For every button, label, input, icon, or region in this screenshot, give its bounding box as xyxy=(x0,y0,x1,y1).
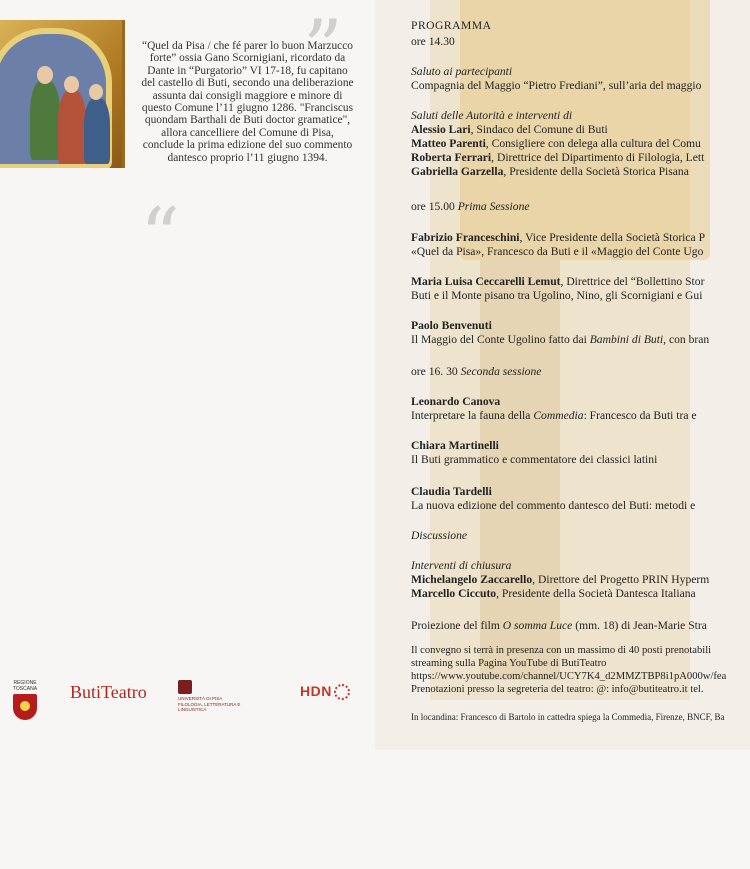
sponsor-logos xyxy=(0,680,375,740)
close-quote-icon: “ xyxy=(140,192,180,282)
hdn-logo: HDN xyxy=(300,683,350,700)
program-heading: PROGRAMMA xyxy=(411,19,492,32)
image-credit: In locandina: Francesco di Bartolo in cattedra spiega la Commedia, Firenze, BNCF, Ba xyxy=(411,712,725,722)
speaker-line: Gabriella Garzella, Presidente della Società Storica Pisana xyxy=(411,165,689,178)
speaker-line: Claudia Tardelli xyxy=(411,485,492,498)
illuminated-miniature xyxy=(0,20,125,168)
speaker-line: Marcello Ciccuto, Presidente della Società Dantesca Italiana xyxy=(411,587,696,600)
youtube-link[interactable]: https://www.youtube.com/channel/UCY7K4_d2MMZTBP8i1pA000w/fea xyxy=(411,671,727,682)
speaker-line: Chiara Martinelli xyxy=(411,439,499,452)
talk-title: «Quel da Pisa», Francesco da Buti e il «Maggio del Conte Ugo xyxy=(411,245,704,258)
speaker-line: Alessio Lari, Sindaco del Comune di Buti xyxy=(411,123,608,136)
session2-heading: ore 16. 30 Seconda sessione xyxy=(411,365,542,378)
talk-title: La nuova edizione del commento dantesco del Buti: metodi e xyxy=(411,499,696,512)
unipi-logo: UNIVERSITÀ DI PISA FILOLOGIA, LETTERATURA E LINGUISTICA xyxy=(178,680,248,713)
talk-title: Interpretare la fauna della Commedia: Francesco da Buti tra e xyxy=(411,409,697,422)
closing-label: Interventi di chiusura xyxy=(411,559,512,572)
speaker-line: Michelangelo Zaccarello, Direttore del Progetto PRIN Hyperm xyxy=(411,573,710,586)
discussion-label: Discussione xyxy=(411,529,468,542)
speaker-line: Paolo Benvenuti xyxy=(411,319,492,332)
session1-heading: ore 15.00 Prima Sessione xyxy=(411,200,530,213)
speaker-line: Matteo Parenti, Consigliere con delega alla cultura del Comu xyxy=(411,137,701,150)
film-screening: Proiezione del film O somma Luce (mm. 18) di Jean-Marie Stra xyxy=(411,619,707,632)
butiteatro-logo: ButiTeatro xyxy=(70,682,147,702)
open-quote-icon: ” xyxy=(303,4,343,94)
region-shield-icon xyxy=(13,694,37,720)
unipi-seal-icon xyxy=(178,680,192,694)
greeting-label: Saluto ai partecipanti xyxy=(411,65,513,78)
speaker-line: Maria Luisa Ceccarelli Lemut, Direttrice del “Bollettino Stor xyxy=(411,275,705,288)
authorities-label: Saluti delle Autorità e interventi di xyxy=(411,109,573,122)
note-line: streaming sulla Pagina YouTube di ButiTeatro xyxy=(411,658,607,669)
speaker-line: Leonardo Canova xyxy=(411,395,501,408)
dante-quote: “Quel da Pisa / che fé parer lo buon Marzucco forte” ossia Gano Scornigiani, ricordato da Dante in “Purgatorio” VI 17-18, fu capitano del castello di Buti, secondo una deliberazione assunta dai consigli maggiore e minore di questo Comune l’11 giugno 1286. "Franciscus quondam Barthali de Buti doctor gramatice", allora cancelliere del Comune di Pisa, conclude la prima edizione del suo commento dantesco proprio l’11 giugno 1394. xyxy=(141,40,354,164)
talk-title: Buti e il Monte pisano tra Ugolino, Nino, gli Scornigiani e Gui xyxy=(411,289,703,302)
talk-title: Il Buti grammatico e commentatore dei classici latini xyxy=(411,453,658,466)
regione-toscana-logo: REGIONE TOSCANA xyxy=(8,680,42,720)
speaker-line: Fabrizio Franceschini, Vice Presidente della Società Storica P xyxy=(411,231,706,244)
note-line: Il convegno si terrà in presenza con un massimo di 40 posti prenotabili xyxy=(411,645,712,656)
note-line: Prenotazioni presso la segreteria del teatro: @: info@butiteatro.it tel. xyxy=(411,684,704,695)
program-start: ore 14.30 xyxy=(411,35,455,48)
hdn-dots-icon xyxy=(334,684,350,700)
talk-title: Il Maggio del Conte Ugolino fatto dai Bambini di Buti, con bran xyxy=(411,333,710,346)
speaker-line: Roberta Ferrari, Direttrice del Dipartimento di Filologia, Lett xyxy=(411,151,705,164)
left-panel xyxy=(0,0,375,750)
greeting-text: Compagnia del Maggio “Pietro Frediani”, sull’aria del maggio xyxy=(411,79,702,92)
